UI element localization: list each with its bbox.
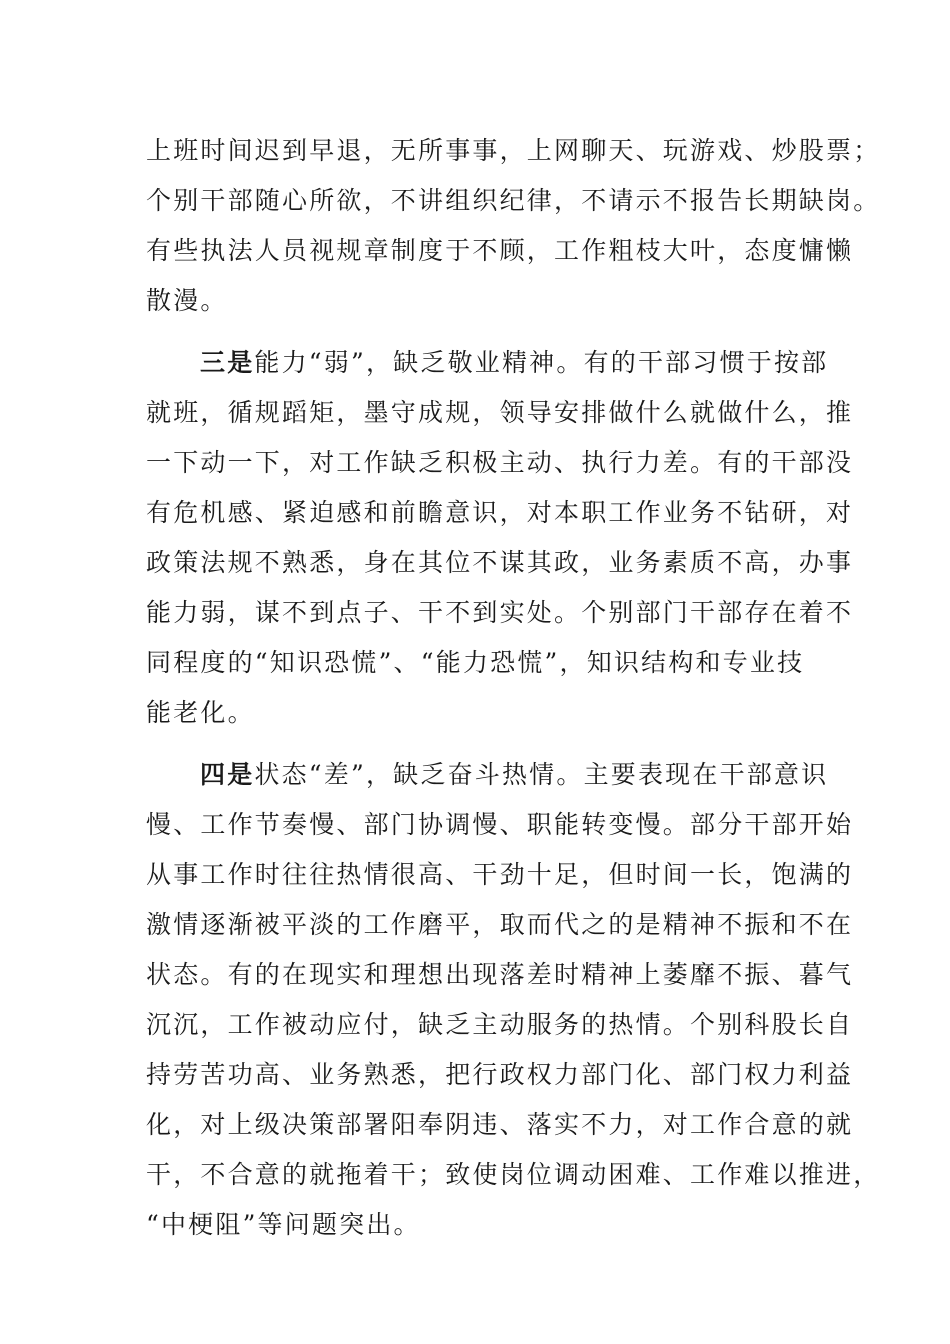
paragraph-first-line-text: 状态“差”，缺乏奋斗热情。主要表现在干部意识 — [254, 760, 829, 789]
paragraph-first-line-text: 能力“弱”，缺乏敬业精神。有的干部习惯于按部 — [254, 348, 829, 377]
text-line: 干，不合意的就拖着干；致使岗位调动困难、工作难以推进， — [146, 1160, 881, 1189]
paragraph-ability — [146, 338, 854, 738]
text-line: 上班时间迟到早退，无所事事，上网聊天、玩游戏、炒股票； — [146, 136, 881, 165]
text-line: 能老化。 — [146, 698, 255, 727]
text-line: 同程度的“知识恐慌”、“能力恐慌”，知识结构和专业技 — [146, 648, 805, 677]
text-line: 状态。有的在现实和理想出现落差时精神上萎靡不振、暮气 — [146, 960, 854, 989]
text-line: 能力弱，谋不到点子、干不到实处。个别部门干部存在着不 — [146, 598, 854, 627]
text-line: 有些执法人员视规章制度于不顾，工作粗枝大叶，态度慵懒 — [146, 236, 854, 265]
text-line: 沉沉，工作被动应付，缺乏主动服务的热情。个别科股长自 — [146, 1010, 854, 1039]
paragraph-lead-label: 三是 — [200, 348, 255, 377]
document-body — [146, 126, 881, 1250]
text-line: “中梗阻”等问题突出。 — [146, 1210, 421, 1239]
text-line: 个别干部随心所欲，不讲组织纪律，不请示不报告长期缺岗。 — [146, 186, 881, 215]
text-line: 慢、工作节奏慢、部门协调慢、职能转变慢。部分干部开始 — [146, 810, 854, 839]
text-line: 从事工作时往往热情很高、干劲十足，但时间一长，饱满的 — [146, 860, 854, 889]
paragraph-first-line — [146, 750, 829, 800]
paragraph-state — [146, 750, 881, 1250]
text-line: 激情逐渐被平淡的工作磨平，取而代之的是精神不振和不在 — [146, 910, 854, 939]
paragraph-lead-label: 四是 — [200, 760, 255, 789]
text-line: 化，对上级决策部署阳奉阴违、落实不力，对工作合意的就 — [146, 1110, 854, 1139]
text-line: 政策法规不熟悉，身在其位不谋其政，业务素质不高，办事 — [146, 548, 854, 577]
text-line: 一下动一下，对工作缺乏积极主动、执行力差。有的干部没 — [146, 448, 854, 477]
paragraph-continuation — [146, 126, 881, 326]
text-line: 持劳苦功高、业务熟悉，把行政权力部门化、部门权力利益 — [146, 1060, 854, 1089]
text-line: 就班，循规蹈矩，墨守成规，领导安排做什么就做什么，推 — [146, 398, 854, 427]
paragraph-first-line — [146, 338, 829, 388]
text-line: 有危机感、紧迫感和前瞻意识，对本职工作业务不钻研，对 — [146, 498, 854, 527]
text-line: 散漫。 — [146, 286, 228, 315]
